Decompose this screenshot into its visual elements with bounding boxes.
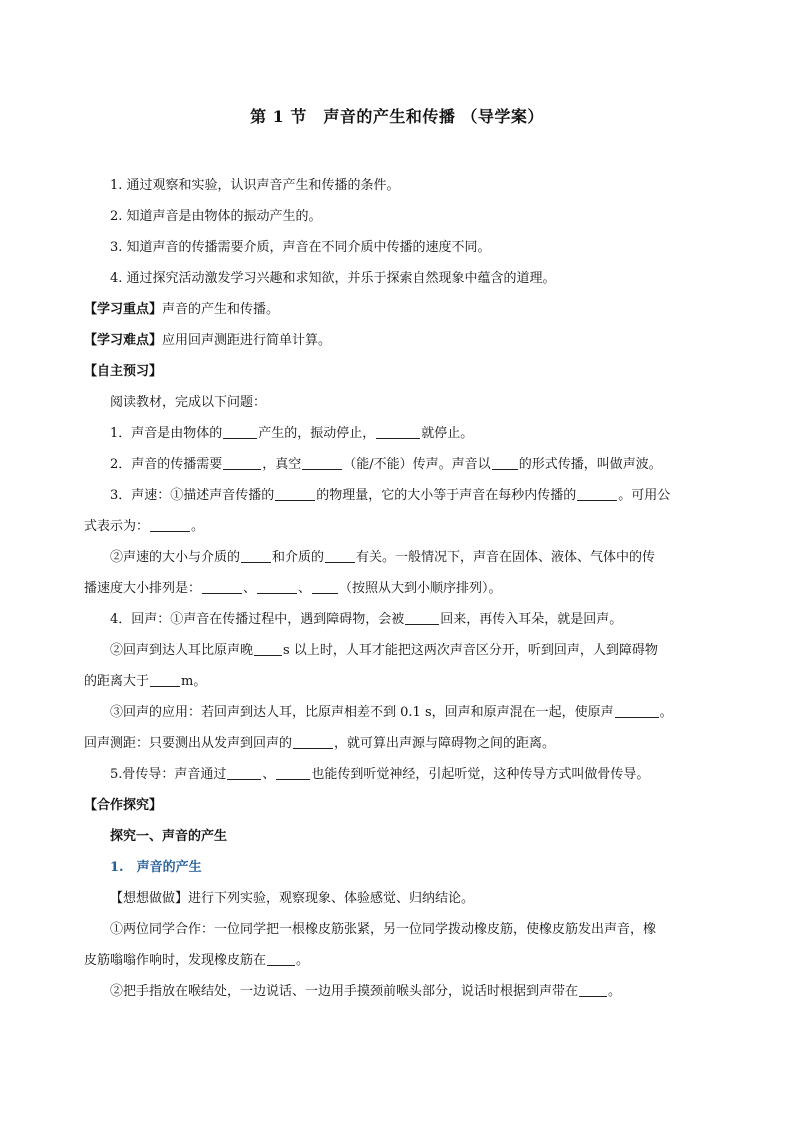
subsection-1-heading: 1. 声音的产生	[110, 860, 202, 875]
blank	[150, 672, 180, 687]
difficulty-text: 应用回声测距进行简单计算。	[162, 333, 332, 348]
blank	[150, 517, 190, 532]
q1-text-b: 产生的，振动停止，	[258, 426, 376, 441]
exp2-text-b: 。	[608, 984, 622, 999]
preview-intro: 阅读教材，完成以下问题：	[110, 395, 267, 410]
q4c-text-a: ③回声的应用：若回声到达人耳，比原声相差不到 0.1 s，回声和原声混在一起，使原声	[110, 705, 614, 720]
q4-text-b: 回来，再传入耳朵，就是回声。	[440, 612, 623, 627]
question-4b-cont	[84, 672, 724, 692]
q5-text-b: 、	[262, 767, 276, 782]
blank	[577, 486, 617, 501]
inquiry-1-heading: 探究一、声音的产生	[110, 829, 228, 844]
question-5	[110, 765, 750, 785]
q3b-text-b: 和介质的	[272, 550, 325, 565]
question-4c-cont	[84, 734, 724, 754]
blank	[223, 455, 261, 470]
q4b-text-b: s 以上时，人耳才能把这两次声音区分开，听到回声，人到障碍物	[283, 643, 658, 658]
page-title: 第 1 节 声音的产生和传播 （导学案）	[250, 107, 544, 126]
exp2-text-a: ②把手指放在喉结处，一边说话、一边用手摸颈前喉头部分，说话时根据到声带在	[110, 984, 579, 999]
experiment-1: ①两位同学合作：一位同学把一根橡皮筋张紧，另一位同学拨动橡皮筋，使橡皮筋发出声音，橡	[110, 922, 657, 937]
blank	[615, 703, 659, 718]
q3-text-b: 的物理量，它的大小等于声音在每秒内传播的	[316, 488, 577, 503]
q3b-text-f: 、	[298, 581, 312, 596]
cooperate-heading: 【合作探究】	[84, 798, 163, 813]
think-do-label: 【想想做做】	[110, 891, 189, 906]
q4b-text-a: ②回声到达人耳比原声晚	[110, 643, 254, 658]
blank	[223, 424, 257, 439]
q3-text-c: 。可用公	[618, 488, 671, 503]
q3b-text-a: ②声速的大小与介质的	[110, 550, 241, 565]
q3b-text-g: （按照从大到小顺序排列）。	[339, 581, 502, 596]
question-4c	[110, 703, 750, 723]
q4c-text-d: ，就可算出声源与障碍物之间的距离。	[334, 736, 556, 751]
experiment-1-cont	[84, 951, 724, 971]
blank	[276, 765, 310, 780]
question-2	[110, 455, 750, 475]
q5-text-c: 也能传到听觉神经，引起听觉，这种传导方式叫做骨传导。	[311, 767, 650, 782]
blank	[579, 982, 607, 997]
blank	[325, 548, 355, 563]
difficulty	[84, 331, 724, 351]
q1-text-a: 1．声音是由物体的	[110, 426, 223, 441]
think-do-text: 进行下列实验，观察现象、体验感觉、归纳结论。	[188, 891, 475, 906]
objective-3: 3. 知道声音的传播需要介质，声音在不同介质中传播的速度不同。	[110, 240, 491, 255]
experiment-2	[110, 982, 750, 1002]
q4-text-a: 4．回声：①声音在传播过程中，遇到障碍物，会被	[110, 612, 405, 627]
q3-text-e: 。	[191, 519, 205, 534]
question-1	[110, 424, 750, 444]
exp1-text-c: 。	[296, 953, 310, 968]
think-do	[110, 889, 750, 909]
blank	[293, 734, 333, 749]
q3b-text-d: 播速度大小排列是：	[84, 581, 202, 596]
key-point	[84, 300, 724, 320]
blank	[492, 455, 518, 470]
q4c-text-b: 。	[659, 705, 673, 720]
q4b-text-c: 的距离大于	[84, 674, 150, 689]
q4b-text-d: m。	[181, 674, 207, 689]
q3b-text-c: 有关。一般情况下，声音在固体、液体、气体中的传	[356, 550, 656, 565]
blank	[275, 486, 315, 501]
q2-text-d: 的形式传播，叫做声波。	[518, 457, 662, 472]
blank	[376, 424, 420, 439]
blank	[202, 579, 242, 594]
blank	[254, 641, 282, 656]
objective-4: 4. 通过探究活动激发学习兴趣和求知欲，并乐于探索自然现象中蕴含的道理。	[110, 271, 556, 286]
key-point-text: 声音的产生和传播。	[162, 302, 280, 317]
blank	[302, 455, 342, 470]
question-3	[110, 486, 750, 506]
q5-text-a: 5.骨传导：声音通过	[110, 767, 227, 782]
question-3b	[110, 548, 750, 568]
question-4b	[110, 641, 750, 661]
blank	[405, 610, 439, 625]
q2-text-a: 2．声音的传播需要	[110, 457, 223, 472]
exp1-text-b: 皮筋嗡嗡作响时，发现橡皮筋在	[84, 953, 267, 968]
q4c-text-c: 回声测距：只要测出从发声到回声的	[84, 736, 293, 751]
preview-heading: 【自主预习】	[84, 364, 163, 379]
question-4	[110, 610, 750, 630]
q3-text-d: 式表示为：	[84, 519, 150, 534]
blank	[267, 951, 295, 966]
q3-text-a: 3．声速：①描述声音传播的	[110, 488, 275, 503]
blank	[257, 579, 297, 594]
q2-text-c: （能/不能）传声。声音以	[343, 457, 491, 472]
difficulty-label: 【学习难点】	[84, 333, 163, 348]
q1-text-c: 就停止。	[421, 426, 474, 441]
q3b-text-e: 、	[243, 581, 257, 596]
q2-text-b: ，真空	[262, 457, 302, 472]
blank	[227, 765, 261, 780]
question-3b-cont	[84, 579, 724, 599]
key-point-label: 【学习重点】	[84, 302, 163, 317]
question-3-cont	[84, 517, 724, 537]
blank	[241, 548, 271, 563]
objective-2: 2. 知道声音是由物体的振动产生的。	[110, 209, 322, 224]
blank	[312, 579, 338, 594]
objective-1: 1. 通过观察和实验，认识声音产生和传播的条件。	[110, 178, 400, 193]
